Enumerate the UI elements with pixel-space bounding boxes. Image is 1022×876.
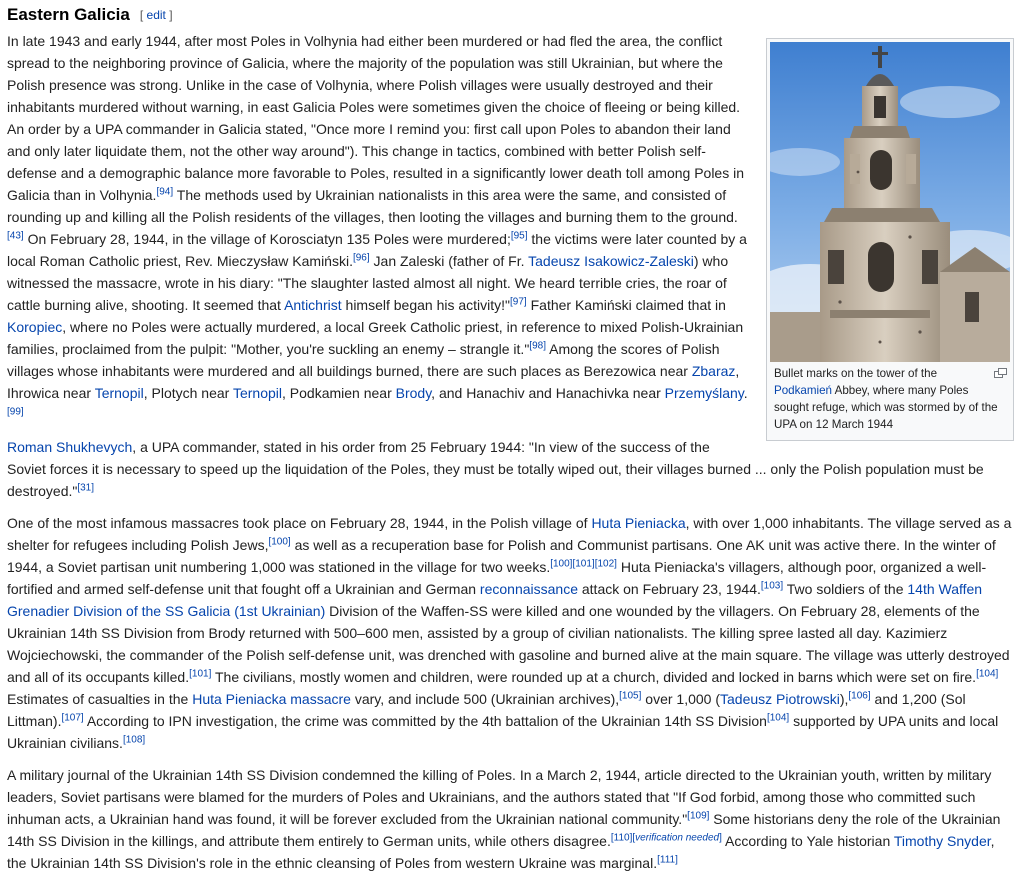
text: Division of the Waffen-SS were killed and one wounded by the villagers. On February 28, elements of the Ukrainian 14th SS Division from Brody returned with 500–600 men, assisted by a group of civilian nationalists. The killing spree lasted all day. Kazimierz Wojciechowski, the commander of the Polish self-defense unit, was drenched with gasoline and burned alive at the main square. The village was utterly destroyed and all of its occupants killed. <box>7 603 1010 685</box>
link-zbaraz[interactable]: Zbaraz <box>691 363 736 379</box>
text: , a UPA commander, stated in his order from 25 February 1944: "In view of the success of the Soviet forces it is necessary to speed up the liquidation of the Poles, they must be totally wiped out, their villages burned ... only the Polish population must be destroyed." <box>7 439 984 499</box>
link-roman-shukhevych[interactable]: Roman Shukhevych <box>7 439 133 455</box>
figure-thumbnail <box>766 38 1014 441</box>
link-antichrist[interactable]: Antichrist <box>284 297 342 313</box>
text: The methods used by Ukrainian nationalists in this area were the same, and consisted of rounding up and killing all the Polish residents of the villages, then looting the villages and burning them to the ground. <box>7 187 738 225</box>
citation[interactable]: [103] <box>760 580 784 592</box>
citation[interactable]: [98] <box>529 340 546 352</box>
text: , with over 1,000 inhabitants. The village served as a shelter for refugees including Polish Jews, <box>7 515 1012 553</box>
link-ternopil[interactable]: Ternopil <box>94 385 144 401</box>
text: Two soldiers of the <box>783 581 908 597</box>
link-koropiec[interactable]: Koropiec <box>7 319 63 335</box>
text: Jan Zaleski (father of Fr. <box>369 253 529 269</box>
citation[interactable]: [31] <box>77 482 95 494</box>
section-heading <box>7 0 1014 30</box>
edit-bracket-open: [ <box>139 8 144 22</box>
text: Among the scores of Polish villages whose inhabitants were murdered and all buildings burned, there are such places as Berezowica near <box>7 341 720 379</box>
caption-text-rest: Abbey, where many Poles sought refuge, which was stormed by of the UPA on 12 March 1944 <box>774 384 998 431</box>
text: , where no Poles were actually murdered, a local Greek Catholic priest, in reference to mixed Polish-Ukrainian families, proclaimed from the pulpit: "Mother, you're suckling an enemy – strangle it." <box>7 319 744 357</box>
text: , Plotych near <box>143 385 233 401</box>
text: ) who witnessed the massacre, wrote in his diary: "The slaughter lasted almost all night. We heard terrible cries, the roar of cattle burning alive, shooting. It seemed that <box>7 253 729 313</box>
text: According to IPN investigation, the crime was committed by the 4th battalion of the Ukrainian 14th SS Division <box>83 713 767 729</box>
paragraph-2 <box>7 436 1014 502</box>
link-tadeusz-isakowicz-zaleski[interactable]: Tadeusz Isakowicz-Zaleski <box>528 253 694 269</box>
text: The civilians, mostly women and children, were rounded up at a church, divided and locked in barns which were set on fire. <box>211 669 977 685</box>
tag-bracket-close: ] <box>719 832 722 844</box>
citation[interactable]: [97] <box>510 296 527 308</box>
text: the victims were later counted by a local Roman Catholic priest, Rev. Mieczysław Kamiński. <box>7 231 747 269</box>
link-brody[interactable]: Brody <box>395 385 432 401</box>
verification-needed-link[interactable]: verification needed <box>635 832 720 844</box>
figure-caption <box>770 362 1010 437</box>
text: , Podkamien near <box>282 385 396 401</box>
text: vary, and include 500 (Ukrainian archives), <box>350 691 620 707</box>
link-ternopil[interactable]: Ternopil <box>232 385 282 401</box>
link-huta-pieniacka-massacre[interactable]: Huta Pieniacka massacre <box>192 691 351 707</box>
citation[interactable]: [101] <box>189 668 212 680</box>
text: Huta Pieniacka's villagers, although poor, organized a well-fortified and armed self-defense unit that fought off a Ukrainian and German <box>7 559 987 597</box>
link-tadeusz-piotrowski[interactable]: Tadeusz Piotrowski <box>720 691 840 707</box>
citation[interactable]: [109] <box>687 810 710 822</box>
link-14th-waffen-grenadier-division[interactable]: 14th Waffen Grenadier Division of the SS Galicia (1st Ukrainian) <box>7 581 983 619</box>
text: ), <box>839 691 849 707</box>
edit-bracket-close: ] <box>169 8 173 22</box>
caption-text: Bullet marks on the tower of the <box>774 367 938 380</box>
link-huta-pieniacka[interactable]: Huta Pieniacka <box>591 515 686 531</box>
tag-bracket-open: [ <box>632 832 636 844</box>
link-timothy-snyder[interactable]: Timothy Snyder <box>893 833 991 849</box>
link-reconnaissance[interactable]: reconnaissance <box>479 581 578 597</box>
text: One of the most infamous massacres took place on February 28, 1944, in the Polish village of <box>7 515 592 531</box>
text: In late 1943 and early 1944, after most Poles in Volhynia had either been murdered or had fled the area, the conflict spread to the neighboring province of Galicia, where the majority of the population was still Ukrainian, but where the Polish presence was strong. Unlike in the case of Volhynia, where Polish villages were usually destroyed and their inhabitants murdered without warning, in east Galicia Poles were sometimes given the choice of fleeing or being killed. An order by a UPA commander in Galicia stated, "Once more I remind you: first call upon Poles to abandon their land and only later liquidate them, not the other way around"). This change in tactics, combined with better Polish self-defense and a demographic balance more favorable to Poles, resulted in a significantly lower death toll among Poles in Galicia than in Volhynia. <box>7 33 744 203</box>
citation[interactable]: [104] <box>976 668 999 680</box>
magnify-icon[interactable] <box>994 368 1006 378</box>
citation[interactable]: [100][101][102] <box>550 558 617 570</box>
text: A military journal of the Ukrainian 14th SS Division condemned the killing of Poles. In a March 2, 1944, article directed to the Ukrainian youth, written by military leaders, Soviet partisans were blamed for the murders of Poles and Ukrainians, and the authors stated that "If God forbid, among those who committed such inhuman acts, a Ukrainian hand was found, it will be forever excluded from the Ukrainian national community." <box>7 767 992 827</box>
citation[interactable]: [108] <box>122 734 146 746</box>
verification-needed-tag[interactable] <box>632 832 722 843</box>
text: , and Hanachiv and Hanachivka near <box>431 385 665 401</box>
citation[interactable]: [94] <box>156 186 174 198</box>
caption-link-podkamien[interactable]: Podkamień <box>774 384 833 397</box>
text: According to Yale historian <box>721 833 894 849</box>
citation[interactable]: [99] <box>7 406 24 418</box>
text: Estimates of casualties in the <box>7 691 193 707</box>
citation[interactable]: [110] <box>610 832 633 844</box>
section-title: Eastern Galicia <box>7 5 130 24</box>
text: Father Kamiński claimed that in <box>526 297 726 313</box>
text: attack on February 23, 1944. <box>577 581 761 597</box>
edit-section <box>140 8 173 22</box>
text: . <box>743 385 748 401</box>
text: , the Ukrainian 14th SS Division's role in the ethnic cleansing of Poles from western Ukraine was marginal. <box>7 833 995 871</box>
citation[interactable]: [100] <box>268 536 291 548</box>
text: Some historians deny the role of the Ukrainian 14th SS Division in the killings, and attribute them entirely to German units, while others disagree. <box>7 811 1001 849</box>
text: over 1,000 ( <box>641 691 721 707</box>
citation[interactable]: [107] <box>61 712 84 724</box>
text: as well as a recuperation base for Polish and Communist partisans. One AK unit was active there. In the winter of 1944, a Soviet partisan unit numbering 1,000 was stationed in the village for two weeks. <box>7 537 996 575</box>
edit-link[interactable]: edit <box>146 8 166 22</box>
link-przemyslany[interactable]: Przemyślany <box>664 385 744 401</box>
paragraph-3 <box>7 512 1014 754</box>
citation[interactable]: [111] <box>657 854 678 866</box>
text: himself began his activity!" <box>341 297 511 313</box>
church-tower-photo[interactable] <box>770 42 1010 362</box>
citation[interactable]: [106] <box>848 690 871 702</box>
citation[interactable]: [105] <box>619 690 642 702</box>
citation[interactable]: [96] <box>352 252 370 264</box>
text: On February 28, 1944, in the village of Korosciatyn 135 Poles were murdered; <box>23 231 511 247</box>
text: supported by UPA units and local Ukrainian civilians. <box>7 713 999 751</box>
paragraph-4 <box>7 764 1014 874</box>
citation[interactable]: [43] <box>7 230 24 242</box>
citation[interactable]: [104] <box>766 712 790 724</box>
citation[interactable]: [95] <box>510 230 528 242</box>
text: , Ihrowica near <box>7 363 740 401</box>
text: and 1,200 (Sol Littman). <box>7 691 966 729</box>
